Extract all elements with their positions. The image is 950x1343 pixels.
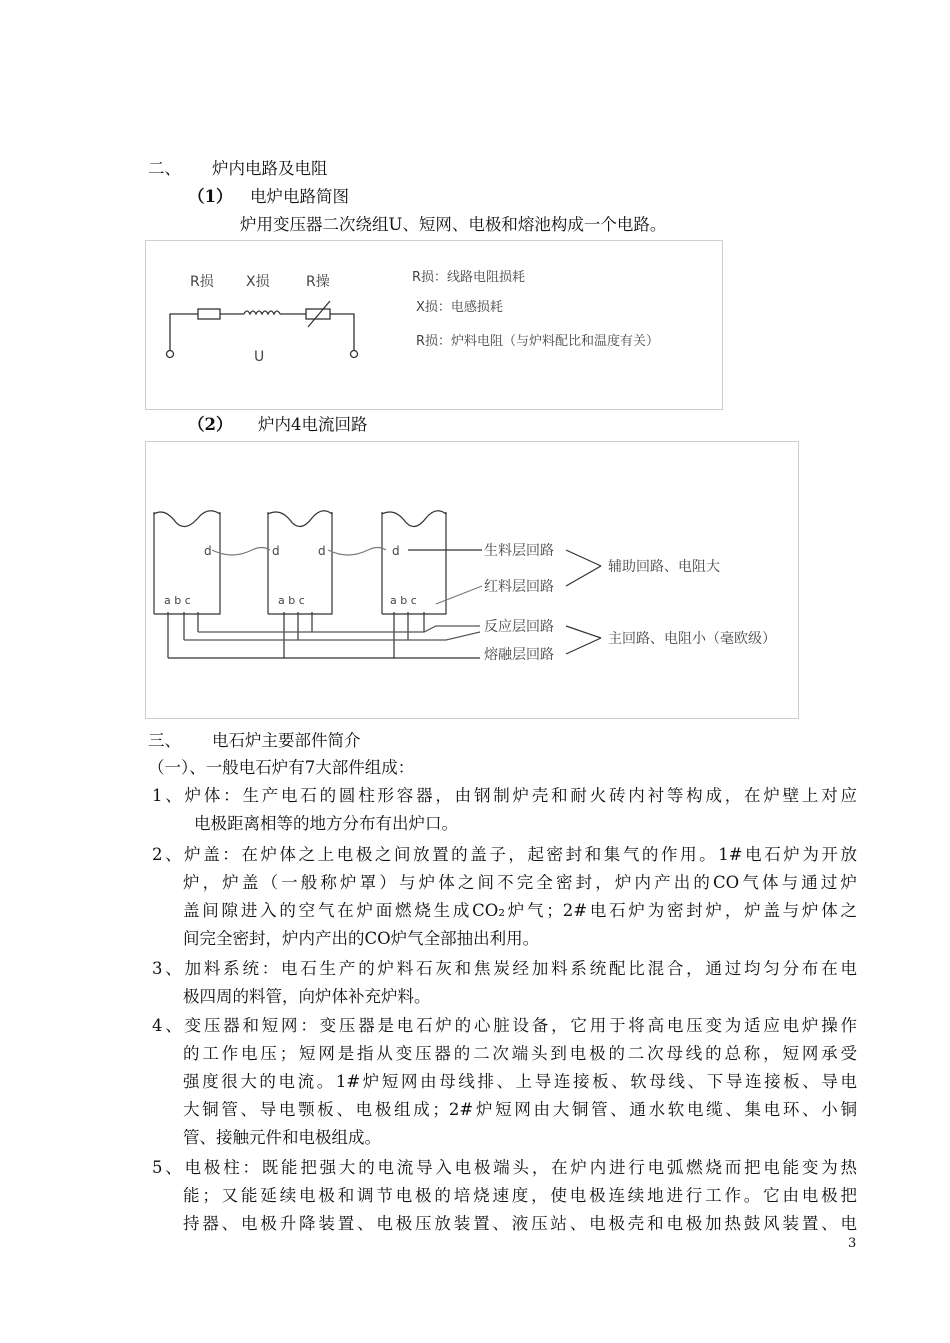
inductor-x-sun: [244, 311, 280, 314]
terminal-right: [351, 351, 358, 358]
variable-resistor-r-cao: [306, 309, 330, 319]
item-4-line-2: 的工作电压；短网是指从变压器的二次端头到电极的二次母线的总称，短网承受: [183, 1044, 857, 1063]
page-number: 3: [848, 1236, 857, 1251]
item-2-line-4: 间完全密封，炉内产出的CO炉气全部抽出利用。: [183, 929, 540, 948]
section-3-intro: （一）、一般电石炉有7大部件组成：: [148, 758, 415, 777]
label-abc-1: a b c: [164, 594, 191, 607]
item-1-line-1: 1、炉体：生产电石的圆柱形容器，由钢制炉壳和耐火砖内衬等构成，在炉壁上对应: [152, 786, 857, 805]
item-1-line-2: 电极距离相等的地方分布有出炉口。: [194, 814, 458, 833]
item-4-line-5: 管、接触元件和电极组成。: [183, 1128, 381, 1147]
furnace-svg: [146, 442, 798, 718]
label-r-cao: R操: [306, 274, 330, 290]
layer-reaction: 反应层回路: [484, 619, 554, 635]
label-u: U: [254, 349, 265, 365]
legend-line-3: R损：炉料电阻（与炉料配比和温度有关）: [416, 334, 660, 349]
item-3-line-2: 极四周的料管，向炉体补充炉料。: [183, 987, 431, 1006]
label-d-2: d: [272, 544, 280, 558]
group-auxiliary: 辅助回路、电阻大: [608, 559, 720, 575]
label-abc-2: a b c: [278, 594, 305, 607]
layer-molten: 熔融层回路: [484, 647, 554, 663]
label-r-sun: R损: [190, 274, 214, 290]
furnace-loop-diagram: [145, 441, 799, 719]
legend-line-2: X损：电感损耗: [416, 300, 503, 315]
item-3-line-1: 3、加料系统：电石生产的炉料石灰和焦炭经加料系统配比混合，通过均匀分布在电: [152, 959, 857, 978]
circuit-svg: [146, 241, 722, 409]
item-4-line-1: 4、变压器和短网：变压器是电石炉的心脏设备，它用于将高电压变为适应电炉操作: [152, 1016, 857, 1035]
circuit-diagram: [145, 240, 723, 410]
resistor-r-sun: [198, 309, 220, 319]
label-d-1: d: [204, 544, 212, 558]
label-x-sun: X损: [246, 274, 270, 290]
section-2-number: 二、: [148, 159, 181, 178]
item-2-line-1: 2、炉盖：在炉体之上电极之间放置的盖子，起密封和集气的作用。1#电石炉为开放: [152, 845, 857, 864]
subsection-1-number: （1）: [188, 187, 233, 206]
item-4-line-4: 大铜管、导电颚板、电极组成；2#炉短网由大铜管、通水软电缆、集电环、小铜: [183, 1100, 857, 1119]
legend-line-1: R损：线路电阻损耗: [412, 270, 526, 285]
item-5-line-1: 5、电极柱：既能把强大的电流导入电极端头，在炉内进行电弧燃烧而把电能变为热: [152, 1158, 857, 1177]
subsection-2-number: （2）: [188, 415, 233, 434]
item-4-line-3: 强度很大的电流。1#炉短网由母线排、上导连接板、软母线、下导连接板、导电: [183, 1072, 857, 1091]
label-d-3: d: [318, 544, 326, 558]
label-abc-3: a b c: [390, 594, 417, 607]
item-2-line-3: 盖间隙进入的空气在炉面燃烧生成CO₂炉气；2#电石炉为密封炉，炉盖与炉体之: [183, 901, 857, 920]
section-2-title: 炉内电路及电阻: [212, 159, 328, 178]
group-main: 主回路、电阻小（毫欧级）: [608, 631, 776, 647]
terminal-left: [167, 351, 174, 358]
item-5-line-2: 能；又能延续电极和调节电极的培烧速度，使电极连续地进行工作。它由电极把: [183, 1186, 857, 1205]
subsection-1-title: 电炉电路简图: [250, 187, 349, 206]
layer-raw: 生料层回路: [484, 543, 554, 559]
layer-red: 红料层回路: [484, 579, 554, 595]
circuit-description: 炉用变压器二次绕组U、短网、电极和熔池构成一个电路。: [240, 215, 667, 234]
section-3-number: 三、: [148, 731, 181, 750]
label-d-4: d: [392, 544, 400, 558]
item-2-line-2: 炉，炉盖（一般称炉罩）与炉体之间不完全密封，炉内产出的CO气体与通过炉: [183, 873, 857, 892]
section-3-title: 电石炉主要部件简介: [212, 731, 361, 750]
item-5-line-3: 持器、电极升降装置、电极压放装置、液压站、电极壳和电极加热鼓风装置、电: [183, 1214, 857, 1233]
subsection-2-title: 炉内4电流回路: [258, 415, 368, 434]
